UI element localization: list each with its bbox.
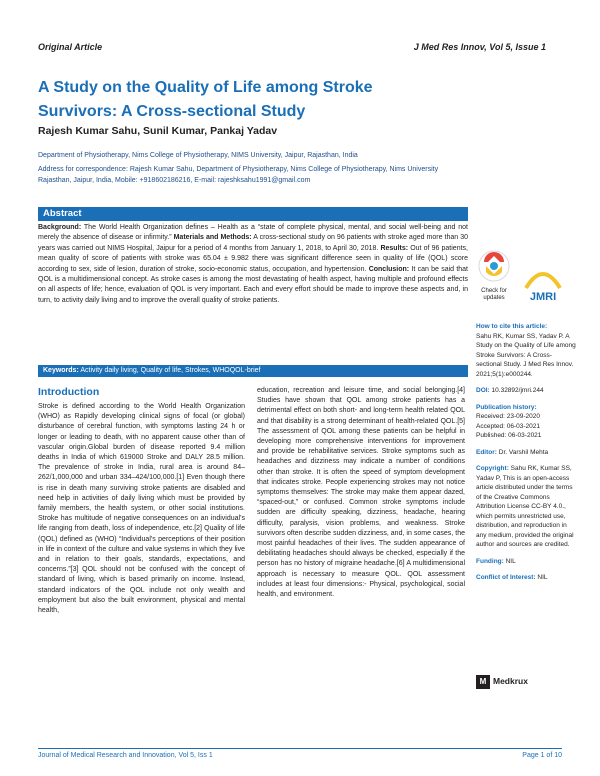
article-type: Original Article — [38, 42, 103, 52]
cite-heading: How to cite this article: — [476, 323, 548, 330]
introduction-column-2: education, recreation and leisure time, and social belonging.[4] Studies have shown that QOL among stroke patients has a detrimental effect on both short- and long-term health related QOL and that disability is a strong determinant of health-related QOL.[5] The assessment of QOL among these patients can be helpful in developing more comprehensive interventions for improvement and provide be rehabilitative services. Stroke symptoms such as headaches and dizziness may indicate a number of conditions other than stroke. It is often the speed of symptom development that indicates stroke. People experiencing strokes may not notice symptoms themselves: The stroke may make them appear dazed, “spaced-out,” or confused. Common stroke symptoms include sudden are difficulty speaking, dizziness, headache, hearing difficulty, paralysis, vision problems, and weakness. Stroke survivors often describe sudden dizziness, and, in some cases, the most painful headaches of their lives. The sudden appearance of debilitating headaches should always be checked, especially if the person has no history of migraine headache.[6] A multidimensional approach is necessary to measure QOL. QOL assessment includes at least four dimensions:- Physical, psychological, social health, and environment. — [257, 387, 465, 599]
doi-link[interactable]: 10.32892/jmri.244 — [489, 387, 544, 394]
conclusion-text: It can be said that QOL is a multidimensional concept. As stroke cases is among the most devastating of health aspect, having multiple and profound effects on all aspects of life; hence, evaluation of QOL is very important. Each and every effort should be made to improve these aspects and, in turn, to activity daily living and to improve the overall quality of stroke patients. — [38, 265, 468, 304]
medkrux-text: Medkrux — [493, 676, 528, 686]
journal-issue: J Med Res Innov, Vol 5, Issue 1 — [413, 42, 546, 52]
abstract-body — [38, 223, 468, 306]
doi-label: DOI: — [476, 387, 490, 394]
footer-page-number: Page 1 of 10 — [522, 752, 562, 759]
funding-value: NIL — [503, 557, 516, 565]
methods-text: A cross-sectional study on 96 patients with stroke aged more than 30 years was carried out NIMS Hospital, Jaipur for a period of 4 months from January 1, 2018, to April 30, 2018. — [38, 234, 468, 252]
methods-label: Materials and Methods: — [173, 234, 252, 242]
crossmark-label: Check for — [481, 288, 507, 294]
jmri-logo — [518, 258, 568, 308]
received-date: Received: 23-09-2020 — [476, 413, 540, 420]
conflict-value: NIL — [535, 574, 548, 581]
keywords-bar — [38, 365, 468, 377]
editor-name: Dr. Varshil Mehta — [496, 448, 549, 456]
copyright-label: Copyright: — [476, 465, 509, 472]
department: Department of Physiotherapy, Nims College of Physiotherapy, NIMS University, Jaipur, Rajasthan, India — [38, 152, 358, 159]
editor-label: Editor: — [476, 448, 497, 456]
medkrux-icon: M — [476, 675, 490, 689]
accepted-date: Accepted: 06-03-2021 — [476, 422, 540, 430]
keywords-label: Keywords: — [43, 367, 79, 374]
cite-text: Sahu RK, Kumar SS, Yadav P. A Study on the Quality of Life among Stroke Survivors: A Cross-sectional Study. J Med Res Innov. 2021;5(1):e000244. — [476, 332, 576, 378]
results-label: Results: — [380, 244, 409, 252]
results-text: Out of 96 patients, mean quality of score of patients with stroke was 65.04 ± 9.982 there was significant difference seen in quality of life (QOL) score according to sex, side of lesion, duration of stroke, socio-economic status, occupation, and hypertension. — [38, 244, 468, 273]
keywords-text: Activity daily living, Quality of life, Strokes, WHOQOL-brief — [78, 367, 261, 374]
background-label: Background: — [38, 224, 82, 231]
article-title: A Study on the Quality of Life among Stroke Survivors: A Cross-sectional Study — [38, 79, 373, 120]
authors: Rajesh Kumar Sahu, Sunil Kumar, Pankaj Yadav — [38, 125, 278, 137]
correspondence: Address for correspondence: Rajesh Kumar Sahu, Department of Physiotherapy, Nims College of Physiotherapy, Nims University Rajasthan, Jaipur, India, Mobile: +918602186216, E-mail: rajeshksahu1991@gmail.com — [38, 166, 439, 184]
crossmark-icon — [474, 246, 514, 306]
jmri-logo-icon — [518, 258, 568, 308]
published-date: Published: 06-03-2021 — [476, 432, 542, 439]
funding-label: Funding: — [476, 557, 504, 565]
background-text: The World Health Organization defines – Health as a “state of complete physical, mental, and social well-being and not merely the absence of disease or infirmity.” — [38, 224, 468, 242]
crossmark-label-2: updates — [483, 295, 505, 301]
conclusion-label: Conclusion: — [368, 265, 410, 273]
jmri-logo-text: JMRI — [529, 291, 557, 303]
introduction-column-1: Stroke is defined according to the World Health Organization (WHO) as Rapidly developing clinical signs of focal (or global) disturbance of cerebral function, with symptoms lasting 24 h or longer or leading to death, with no apparent cause other than of vascular origin.Global burden of disease reported 9.4 million deaths in India of which 619000 Stroke and DALY 28.5 million. The prevalence of stroke in India, rural area is around 84–262/1,000,000 and urban 334–424/100,000.[1] Even though there is rise in death many surviving stroke patients are disabled and need help in activities of daily living which must be provided by family members, the health system, or other social institutions. Stroke has multitude of negative consequences on an individual’s life ranging from death, loss of independence, etc.[2] Quality of life (QOL) defined as (WHO) “Individual’s perceptions of their position in life in context of the culture and value systems in which they live and in relation to their goals, standards, expectations, and concerns.”[3] QOL should not be confused with the concept of standard of living, which is based primarily on income. Instead, standard indicators of the QOL include not only wealth and employment but also the built environment, physical and mental health, — [38, 403, 245, 615]
footer-journal: Journal of Medical Research and Innovation, Vol 5, Iss 1 — [38, 752, 213, 759]
introduction-heading: Introduction — [38, 386, 100, 398]
medkrux-logo — [476, 675, 536, 689]
abstract-heading: Abstract — [38, 207, 468, 221]
sidebar — [476, 322, 576, 590]
check-for-updates-badge[interactable] — [474, 246, 514, 306]
footer-rule — [38, 748, 562, 749]
history-heading: Publication history: — [476, 403, 537, 411]
copyright-text: Sahu RK, Kumar SS, Yadav P, This is an open-access article distributed under the terms of the Creative Commons Attribution License CC-BY 4.0., which permits unrestricted use, distribution, and reproduction in any medium, provided the original author and sources are credited. — [476, 465, 574, 548]
conflict-label: Conflict of Interest: — [476, 574, 536, 581]
